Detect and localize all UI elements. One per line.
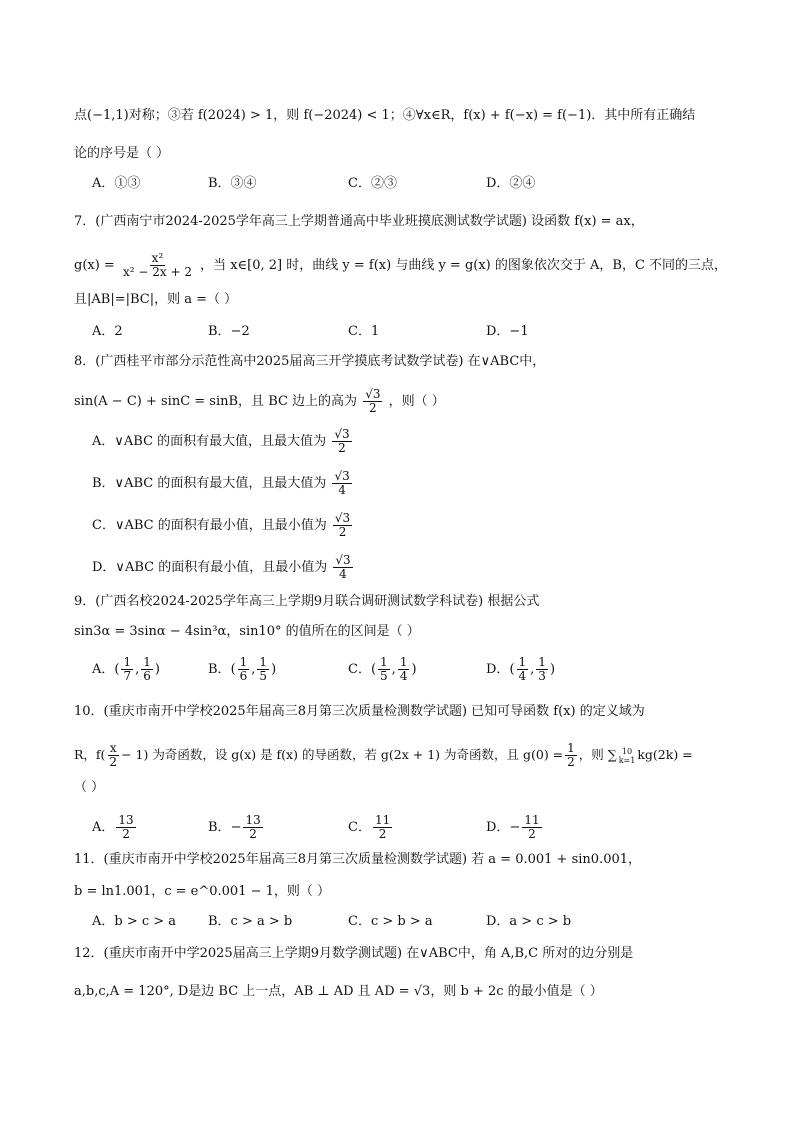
q10-g0-num: 1	[567, 741, 575, 755]
q9-a-d1: 7	[123, 669, 132, 683]
q10-a-num: 13	[118, 813, 134, 827]
q9-line1: 9．(广西名校2024-2025学年高三上学期9月联合调研测试数学科试卷) 根据公式	[74, 594, 540, 609]
q9-c-frac1	[378, 656, 390, 683]
q10-line2-b: − 1) 为奇函数，设 g(x) 是 f(x) 的导函数，若 g(2x + 1) 为奇函数，且 g(0) =	[121, 747, 564, 762]
q11-line2: b = ln1.001，c = e^0.001 − 1，则（ ）	[74, 884, 331, 899]
q8-option-d-fraction	[333, 554, 352, 581]
q9-d-d1: 4	[518, 669, 527, 683]
q10-b-den: 2	[249, 827, 257, 841]
q10-line2-a: R，f(	[74, 747, 106, 762]
q10-g0-den: 2	[567, 755, 575, 769]
q10-d-den: 2	[528, 827, 536, 841]
q10-option-b-fraction	[243, 814, 262, 841]
q10-f-fraction	[107, 742, 119, 769]
q8-height-den: 2	[369, 401, 377, 415]
q8-option-d	[92, 554, 355, 581]
q9-option-a: A．( $\frac{1}{7}$ , $\frac{1}{6}$ )	[92, 655, 160, 683]
q9-a-frac2	[141, 656, 153, 683]
q9-c-d1: 5	[380, 669, 388, 683]
q10-f-den: 2	[109, 755, 118, 769]
q8-option-b-num: √3	[334, 469, 350, 483]
q10-a-den: 2	[122, 827, 130, 841]
q7-line2-rest: ，当 x∈[0, 2] 时，曲线 y = f(x) 与曲线 y = g(x) 的图象依次交于 A，B，C 不同的三点，	[200, 258, 728, 273]
q6-option-c: C．②③	[348, 176, 397, 191]
q8-option-a-text: A．∨ABC 的面积有最大值，且最大值为	[92, 434, 327, 449]
q6-line1: 点(−1,1)对称；③若 f(2024) > 1，则 f(−2024) < 1；④∀x∈R，f(x) + f(−x) = f(−1)．其中所有正确结	[74, 108, 696, 123]
q10-c-num: 11	[374, 813, 391, 827]
q10-b-num: 13	[245, 813, 261, 827]
q8-option-c-num: √3	[334, 511, 351, 525]
q8-height-fraction	[363, 388, 382, 415]
q9-option-a-label: A．	[92, 662, 115, 677]
q9-c-d2: 4	[399, 669, 408, 683]
q6-option-a: A．①③	[92, 176, 141, 191]
q7-line3: 且|AB|=|BC|，则 a =（ ）	[74, 292, 238, 307]
q8-option-d-num: √3	[335, 553, 351, 567]
q10-option-d-sign: −	[509, 820, 521, 835]
q8-option-a-fraction	[332, 428, 351, 455]
q9-c-n2: 1	[399, 655, 408, 669]
q10-line2	[74, 742, 693, 769]
q9-option-c-label: C．	[348, 662, 371, 677]
q10-option-c-fraction	[373, 814, 392, 841]
q10-sum-limits	[619, 747, 636, 765]
q10-d-num: 11	[524, 813, 540, 827]
q10-line2-d: kg(2k) =	[637, 747, 693, 762]
q12-line1: 12．(重庆市南开中学2025届高三上学期9月数学测试题) 在∨ABC中，角 A,B,C 所对的边分别是	[74, 946, 634, 961]
q8-height-num: √3	[365, 387, 381, 401]
q9-option-c: C．( $\frac{1}{5}$ , $\frac{1}{4}$ )	[348, 655, 417, 683]
q9-option-b: B．( $\frac{1}{6}$ , $\frac{1}{5}$ )	[208, 655, 277, 683]
q9-option-d-label: D．	[486, 662, 510, 677]
q11-option-a: A．b > c > a	[92, 914, 177, 929]
q10-option-b	[208, 814, 265, 841]
q8-option-d-den: 4	[339, 567, 347, 581]
q8-option-d-text: D．∨ABC 的面积有最小值，且最小值为	[92, 560, 328, 575]
q7-line1: 7．(广西南宁市2024-2025学年高三上学期普通高中毕业班摸底测试数学试题) 设函数 f(x) = ax，	[74, 214, 644, 229]
q10-c-den: 2	[378, 827, 387, 841]
q9-a-n2: 1	[143, 655, 151, 669]
q7-option-c: C．1	[348, 324, 380, 339]
q10-sum-symbol: ，则 ∑	[578, 747, 617, 762]
q11-option-c: C．c > b > a	[348, 914, 433, 929]
q8-option-c-text: C．∨ABC 的面积有最小值，且最小值为	[92, 518, 327, 533]
q8-option-c	[92, 512, 354, 539]
q8-line2	[74, 388, 445, 415]
q11-line1: 11．(重庆市南开中学校2025年届高三8月第三次质量检测数学试题) 若 a = 0.001 + sin0.001，	[74, 852, 642, 867]
q8-option-c-fraction	[333, 512, 352, 539]
q7-line2	[74, 252, 727, 279]
q8-option-b-text: B．∨ABC 的面积有最大值，且最大值为	[92, 476, 327, 491]
q9-c-frac2	[398, 656, 410, 683]
q10-f-num: x	[109, 741, 117, 755]
q10-option-a-label: A．	[92, 820, 115, 835]
q9-d-n2: 1	[538, 655, 546, 669]
q6-line2: 论的序号是（ ）	[74, 146, 170, 161]
q11-option-b: B．c > a > b	[208, 914, 293, 929]
q10-sum-top: 10	[621, 746, 633, 756]
q6-option-d: D．②④	[486, 176, 536, 191]
q9-b-n1: 1	[239, 655, 248, 669]
q9-d-d2: 3	[538, 669, 546, 683]
q10-sum-bottom: k=1	[618, 755, 636, 765]
q11-option-d: D．a > c > b	[486, 914, 572, 929]
q10-option-c	[348, 814, 394, 841]
q8-option-a-num: √3	[334, 427, 350, 441]
q9-a-frac1	[121, 656, 133, 683]
q7-option-b: B．−2	[208, 324, 250, 339]
q9-b-frac2	[257, 656, 269, 683]
q7-g-label: g(x) =	[74, 258, 115, 273]
q8-line2-end: ，则（ ）	[388, 394, 445, 409]
q10-option-c-label: C．	[348, 820, 371, 835]
q10-option-b-sign: −	[230, 820, 242, 835]
q9-d-frac1	[517, 656, 529, 683]
q8-option-a-den: 2	[338, 441, 346, 455]
q10-option-d-fraction	[522, 814, 541, 841]
q9-a-d2: 6	[143, 669, 151, 683]
q7-g-denominator: x² − 2x + 2	[122, 265, 192, 279]
q9-option-b-label: B．	[208, 662, 231, 677]
q9-b-n2: 1	[259, 655, 268, 669]
q9-b-frac1	[238, 656, 250, 683]
q10-option-a	[92, 814, 138, 841]
q7-option-d: D．−1	[486, 324, 529, 339]
q9-d-n1: 1	[518, 655, 527, 669]
q8-line2-text: sin(A − C) + sinC = sinB，且 BC 边上的高为	[74, 394, 358, 409]
q7-option-a: A．2	[92, 324, 123, 339]
q7-g-numerator: x²	[151, 251, 164, 265]
q9-line2: sin3α = 3sinα − 4sin³α，sin10° 的值所在的区间是（ ）	[74, 624, 420, 639]
q10-option-a-fraction	[116, 814, 135, 841]
q9-c-n1: 1	[380, 655, 388, 669]
q8-option-b	[92, 470, 354, 497]
q6-option-b: B．③④	[208, 176, 257, 191]
q10-option-d-label: D．	[486, 820, 510, 835]
q9-b-d2: 5	[259, 669, 268, 683]
q8-option-c-den: 2	[338, 525, 347, 539]
q10-line3: （ ）	[74, 780, 105, 795]
q8-option-a	[92, 428, 354, 455]
q10-option-d	[486, 814, 544, 841]
q9-b-d1: 6	[239, 669, 248, 683]
q8-line1: 8．(广西桂平市部分示范性高中2025届高三开学摸底考试数学试卷) 在∨ABC中，	[74, 354, 546, 369]
q9-d-frac2	[536, 656, 548, 683]
q7-g-fraction	[121, 252, 194, 279]
q8-option-b-den: 4	[338, 483, 346, 497]
q9-option-d: D．( $\frac{1}{4}$ , $\frac{1}{3}$ )	[486, 655, 556, 683]
q10-line1: 10．(重庆市南开中学校2025年届高三8月第三次质量检测数学试题) 已知可导函数 f(x) 的定义域为	[74, 704, 645, 719]
q10-g0-fraction	[565, 742, 577, 769]
q12-line2: a,b,c,A = 120°, D是边 BC 上一点，AB ⊥ AD 且 AD = √3，则 b + 2c 的最小值是（ ）	[74, 984, 603, 999]
q9-a-n1: 1	[123, 655, 132, 669]
q10-option-b-label: B．	[208, 820, 231, 835]
q8-option-b-fraction	[332, 470, 351, 497]
